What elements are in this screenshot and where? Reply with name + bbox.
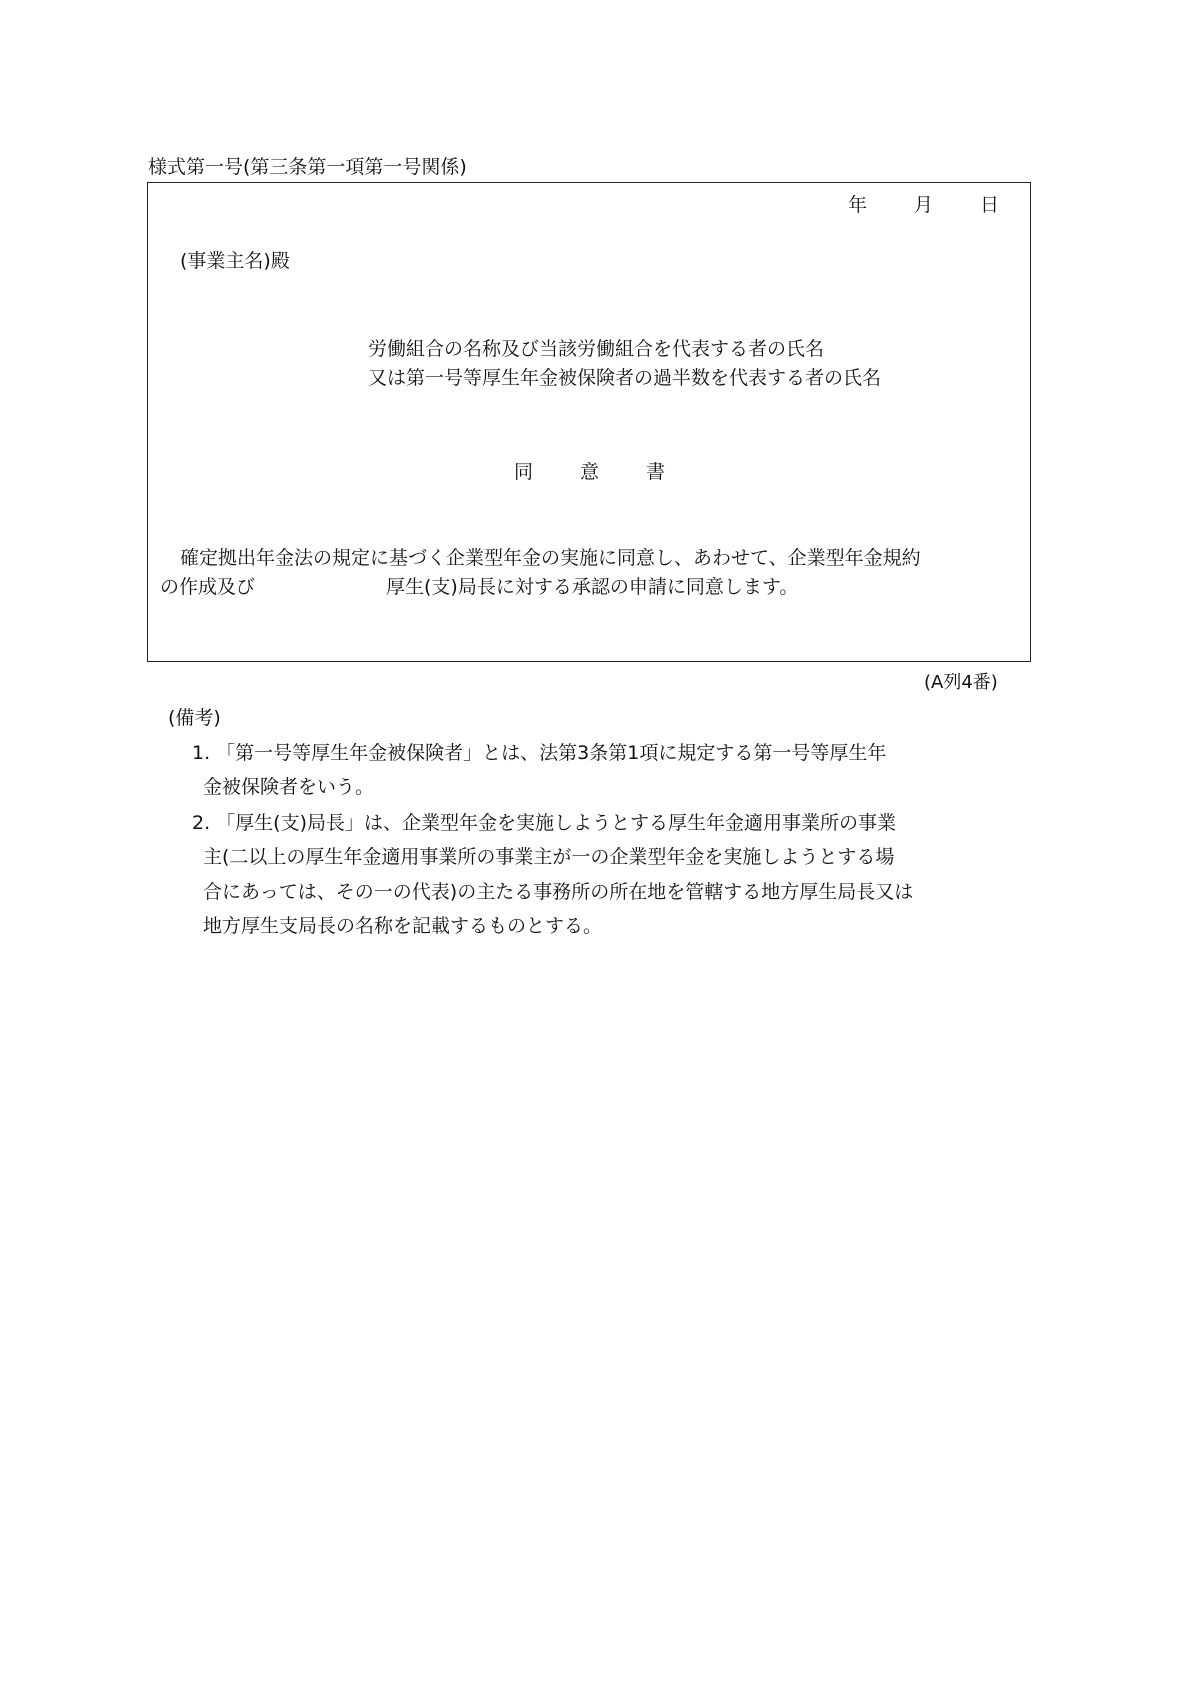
consent-body-line-1: 確定拠出年金法の規定に基づく企業型年金の実施に同意し、あわせて、企業型年金規約 [180,547,921,569]
document-title-char-2: 意 [580,461,600,483]
remarks-heading: (備考) [168,707,221,729]
paper-size-note: (A列4番) [924,672,998,693]
consent-body-line-2 [160,576,798,599]
date-month-label: 月 [914,194,934,216]
remark-2-line-4: 地方厚生支局長の名称を記載するものとする。 [203,915,603,937]
remark-2-line-3: 合にあっては、その一の代表)の主たる事務所の所在地を管轄する地方厚生局長又は [203,881,914,903]
document-title-char-1: 同 [514,461,534,483]
date-row [848,194,999,217]
form-caption: 様式第一号(第三条第一項第一号関係) [148,156,467,178]
remark-2-line-1: 2. 「厚生(支)局長」は、企業型年金を実施しようとする厚生年金適用事業所の事業 [192,812,896,834]
remark-1-line-2: 金被保険者をいう。 [203,776,375,798]
date-year-label: 年 [848,194,868,216]
consent-body-line-2-start: の作成及び [160,576,256,598]
addressee: (事業主名)殿 [180,250,290,272]
consent-body-line-2-end: 厚生(支)局長に対する承認の申請に同意します。 [386,576,799,598]
date-day-label: 日 [980,194,1000,216]
document-title-char-3: 書 [646,461,666,483]
remark-2-line-2: 主(二以上の厚生年金適用事業所の事業主が一の企業型年金を実施しようとする場 [203,846,895,868]
sender-line-2: 又は第一号等厚生年金被保険者の過半数を代表する者の氏名 [368,367,882,389]
remark-1-line-1: 1. 「第一号等厚生年金被保険者」とは、法第3条第1項に規定する第一号等厚生年 [192,742,887,764]
sender-line-1: 労働組合の名称及び当該労働組合を代表する者の氏名 [368,338,825,360]
document-title [514,461,712,484]
